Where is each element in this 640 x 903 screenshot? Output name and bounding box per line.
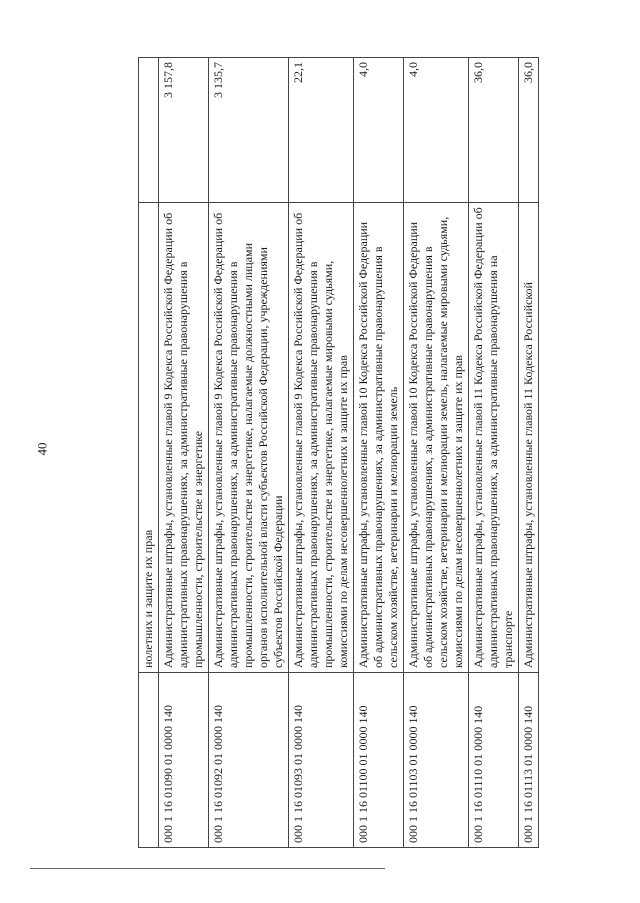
table-row	[139, 58, 159, 848]
description-cell: Административные штрафы, установленные главой 9 Кодекса Российской Федерации об административных правонарушениях, за административные правонарушения в промышленности, строительстве и энергетике, налагаемые мировыми судьями, комиссиями по делам несовершеннолетних и защите их прав	[289, 203, 354, 673]
code-cell: 000 1 16 01093 01 0000 140	[289, 673, 354, 848]
description-cell: Административные штрафы, установленные главой 11 Кодекса Российской Федерации об административных правонарушениях, за административные правонарушения на транспорте	[469, 203, 519, 673]
value-cell	[139, 58, 159, 203]
value-cell: 3 135,7	[209, 58, 289, 203]
code-cell	[139, 673, 159, 848]
description-cell: Административные штрафы, установленные главой 11 Кодекса Российской	[519, 203, 539, 673]
value-cell: 36,0	[469, 58, 519, 203]
table-row	[209, 58, 289, 848]
table-row	[519, 58, 539, 848]
code-cell: 000 1 16 01090 01 0000 140	[159, 673, 209, 848]
table-row	[289, 58, 354, 848]
table-row	[354, 58, 404, 848]
description-cell: Административные штрафы, установленные главой 9 Кодекса Российской Федерации об административных правонарушениях, за административные правонарушения в промышленности, строительстве и энергетике, налагаемые должностными лицами органов исполнительной власти субъектов Российской Федерации, учреждениями субъектов Российской Федерации	[209, 203, 289, 673]
description-cell: Административные штрафы, установленные главой 10 Кодекса Российской Федерации об административных правонарушениях, за административные правонарушения в сельском хозяйстве, ветеринарии и мелиорации земель	[354, 203, 404, 673]
description-cell: нолетних и защите их прав	[139, 203, 159, 673]
description-cell: Административные штрафы, установленные главой 9 Кодекса Российской Федерации об административных правонарушениях, за административные правонарушения в промышленности, строительстве и энергетике	[159, 203, 209, 673]
table-row	[404, 58, 469, 848]
value-cell: 4,0	[354, 58, 404, 203]
budget-table	[138, 57, 539, 848]
bottom-rule	[30, 868, 385, 869]
value-cell: 4,0	[404, 58, 469, 203]
table-row	[469, 58, 519, 848]
code-cell: 000 1 16 01103 01 0000 140	[404, 673, 469, 848]
code-cell: 000 1 16 01113 01 0000 140	[519, 673, 539, 848]
value-cell: 36,0	[519, 58, 539, 203]
page-number: 40	[34, 442, 50, 456]
code-cell: 000 1 16 01110 01 0000 140	[469, 673, 519, 848]
description-cell: Административные штрафы, установленные главой 10 Кодекса Российской Федерации об административных правонарушениях, за административные правонарушения в сельском хозяйстве, ветеринарии и мелиорации земель, налагаемые мировыми судьями, комиссиями по делам несовершеннолетних и защите их прав	[404, 203, 469, 673]
value-cell: 22,1	[289, 58, 354, 203]
table-row	[159, 58, 209, 848]
value-cell: 3 157,8	[159, 58, 209, 203]
rotated-table-container	[138, 58, 594, 848]
code-cell: 000 1 16 01092 01 0000 140	[209, 673, 289, 848]
code-cell: 000 1 16 01100 01 0000 140	[354, 673, 404, 848]
